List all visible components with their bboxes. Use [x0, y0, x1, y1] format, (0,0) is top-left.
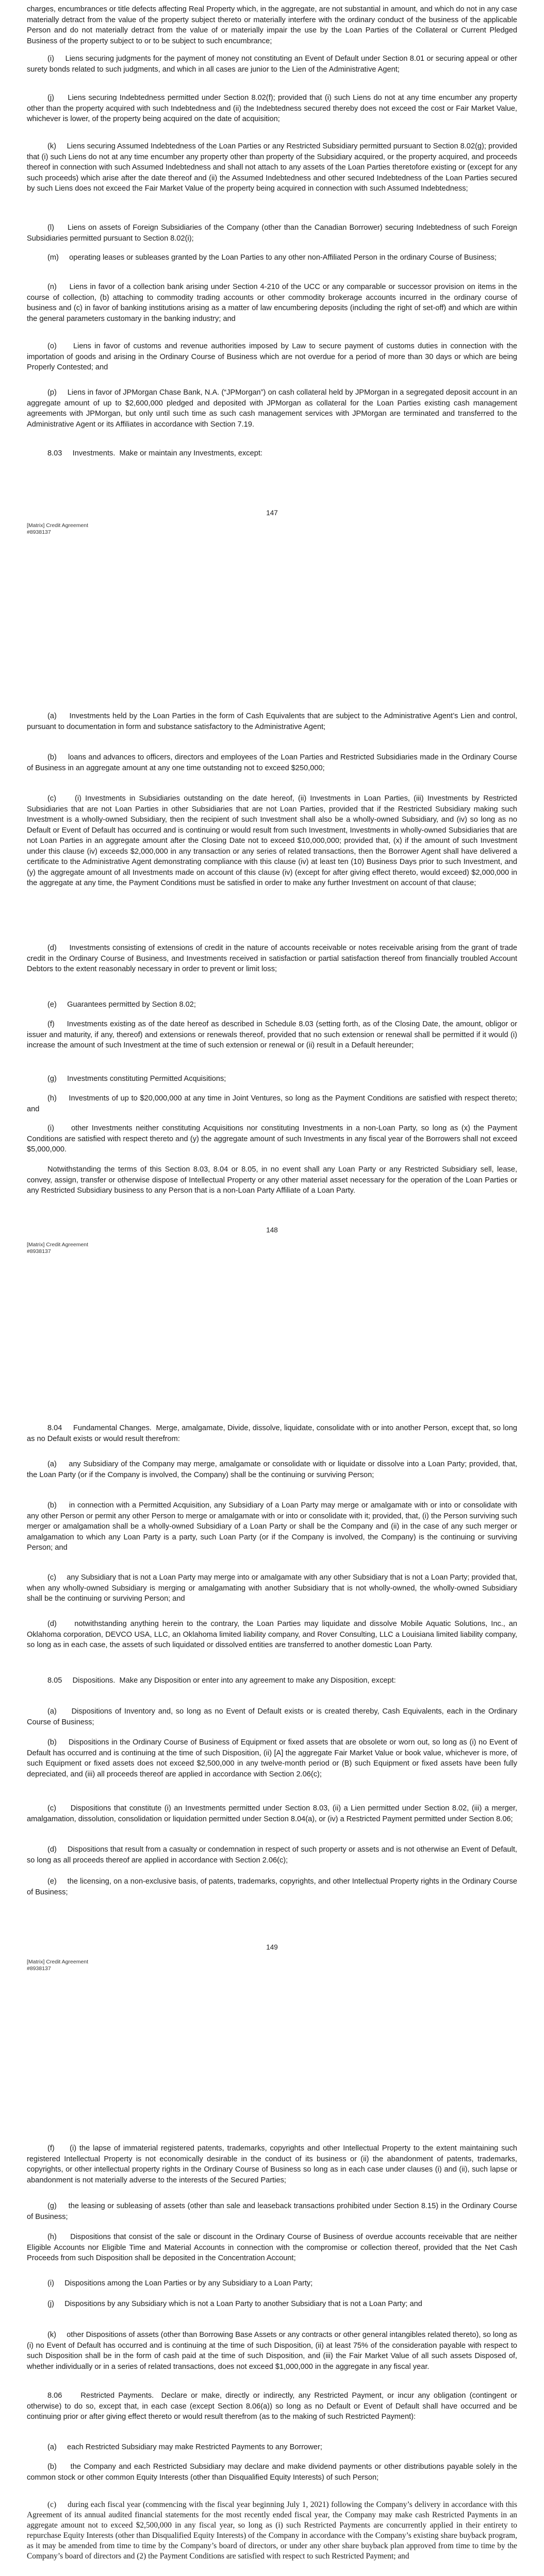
clause-8-02-i: (i) Liens securing judgments for the payment of money not constituting an Event of Default under Section 8.01 or securing appeal or other surety bonds related to such judgments, and which in all cases are junior to the Lien of the Administrative Agent; [27, 55, 517, 74]
clause-8-05-h: (h) Dispositions that consist of the sale or discount in the Ordinary Course of Business of overdue accounts receivable that are neither Eligible Accounts nor Eligible Time and Material Accounts in connection with the compromise or collection thereof, provided that the Net Cash Proceeds from such Disposition shall be deposited in the Concentration Account; [27, 2233, 517, 2262]
footer-doc-id: #8938137 [27, 1248, 51, 1255]
section-8-02-h-tail: charges, encumbrances or title defects affecting Real Property which, in the aggregate, are not substantial in amount, and which do not in any case materially detract from the value of the property subject thereto or materially interfere with the ordinary conduct of the business of the applicable Person and do not materially detract from the value of or materially impair the use by the Loan Parties of the Collateral or Current Pledged Business of the property subject to or to be subject to such encumbrance; [27, 5, 517, 45]
clause-8-02-j: (j) Liens securing Indebtedness permitted under Section 8.02(f); provided that (i) such Liens do not at any time encumber any property other than the property acquired with such Indebtedness and (ii) the Indebtedness secured thereby does not exceed the cost or Fair Market Value, whichever is lower, of the property being acquired on the date of acquisition; [27, 94, 517, 123]
clause-8-05-e: (e) the licensing, on a non-exclusive basis, of patents, trademarks, copyrights, and other Intellectual Property rights in the Ordinary Course of Business; [27, 1877, 517, 1896]
clause-8-02-p: (p) Liens in favor of JPMorgan Chase Bank, N.A. (“JPMorgan”) on cash collateral held by JPMorgan in a segregated deposit account in an aggregate amount of up to $2,600,000 pledged and deposited with JPMorgan as collateral for the Loan Parties existing cash management agreements with JPMorgan, but only until such time as such cash management services with JPMorgan are terminated and transferred to the Administrative Agent or its Affiliates in accordance with Section 7.19. [27, 388, 517, 429]
clause-8-05-b: (b) Dispositions in the Ordinary Course of Business of Equipment or fixed assets that are obsolete or worn out, so long as (i) no Event of Default has occurred and is continuing at the time of such Disposition, (ii) [A] the aggregate Fair Market Value or book value, whichever is more, of such Equipment or fixed assets does not exceed $2,500,000 in any twelve-month period or (B) such Equipment or fixed assets have been fully depreciated, and (iii) all proceeds thereof are applied in accordance with Section 2.06(c); [27, 1738, 517, 1778]
clause-8-03-c: (c) (i) Investments in Subsidiaries outstanding on the date hereof, (ii) Investments in Loan Parties, (iii) Investments by Restricted Subsidiaries that are not Loan Parties in other Subsidiaries that are not Loan Parties, provided that if the Restricted Subsidiary making such Investment is a wholly-owned Subsidiary, then the recipient of such Investment shall also be a wholly-owned Subsidiary, and (iv) so long as no Default or Event of Default has occurred and is continuing or would result from such Investment, Investments in wholly-owned Subsidiaries that are not Loan Parties in an aggregate amount after the Closing Date not to exceed $10,000,000; provided that, (x) if the amount of such Investment under this clause (iv) exceeds $2,000,000 in any transaction or any series of related transactions, then the Borrower Agent shall have delivered a certificate to the Administrative Agent demonstrating compliance with this clause (iv) at least ten (10) Business Days prior to such Investment, and (y) the aggregate amount of all Investments made on account of this clause (iv) (except for after giving effect thereto, would exceed) $2,000,000 in the aggregate at any time, the Payment Conditions must be satisfied in order to make any further Investment on account of that clause; [27, 794, 517, 887]
section-8-06-heading: 8.06 Restricted Payments. Declare or make, directly or indirectly, any Restricted Payment, or incur any obligation (contingent or otherwise) to do so, except that, in each case (except Section 8.06(a)) so long as no Default or Event of Default shall have occurred and be continuing prior or after giving effect thereto or would result therefrom (as to the making of such Restricted Payment): [27, 2392, 517, 2421]
clause-8-02-m: (m) operating leases or subleases granted by the Loan Parties to any other non-Affiliated Person in the ordinary Course of Business; [47, 253, 497, 262]
page-footer [27, 1242, 88, 1255]
footer-doc-id: #8938137 [27, 1965, 51, 1972]
page-footer [27, 522, 88, 536]
clause-8-03-b: (b) loans and advances to officers, directors and employees of the Loan Parties and Restricted Subsidiaries made in the Ordinary Course of Business in an aggregate amount at any one time outstanding not to exceed $250,000; [27, 753, 517, 772]
clause-8-02-n: (n) Liens in favor of a collection bank arising under Section 4-210 of the UCC or any comparable or successor provision on items in the course of collection, (b) attaching to commodity trading accounts or other commodity brokerage accounts incurred in the ordinary course of business and (c) in favor of banking institutions arising as a matter of law encumbering deposits (including the right of set-off) and which are within the general parameters customary in the banking industry; and [27, 283, 517, 323]
section-8-04-heading: 8.04 Fundamental Changes. Merge, amalgamate, Divide, dissolve, liquidate, consolidate with or into another Person, except that, so long as no Default exists or would result therefrom: [27, 1424, 517, 1443]
clause-8-03-i: (i) other Investments neither constituting Acquisitions nor constituting Investments in a non-Loan Party, so long as (x) the Payment Conditions are satisfied with respect thereto and (y) the aggregate amount of such Investments in any fiscal year of the Borrowers shall not exceed $5,000,000. [27, 1124, 517, 1154]
footer-title: [Matrix] Credit Agreement [27, 1242, 89, 1248]
clause-8-03-d: (d) Investments consisting of extensions of credit in the nature of accounts receivable or notes receivable arising from the grant of trade credit in the Ordinary Course of Business, and Investments received in satisfaction or partial satisfaction thereof from financially troubled Account Debtors to the extent reasonably necessary in order to prevent or limit loss; [27, 944, 517, 973]
clause-8-06-b: (b) the Company and each Restricted Subsidiary may declare and make dividend payments or other distributions payable solely in the common stock or other common Equity Interests (other than Disqualified Equity Interests) of such Person; [27, 2463, 517, 2482]
page-footer [27, 1959, 88, 1972]
clause-8-03-g: (g) Investments constituting Permitted Acquisitions; [47, 1075, 226, 1083]
footer-doc-id: #8938137 [27, 529, 51, 535]
page-number: 148 [266, 1226, 278, 1234]
notwithstanding-paragraph: Notwithstanding the terms of this Section 8.03, 8.04 or 8.05, in no event shall any Loan Party or any Restricted Subsidiary sell, lease, convey, assign, transfer or otherwise dispose of Intellectual Property or any other material asset necessary for the operation of the Loan Parties or any Restricted Subsidiary business to any Person that is a non-Loan Party Affiliate of a Loan Party. [27, 1165, 517, 1195]
section-8-03-heading: 8.03 Investments. Make or maintain any Investments, except: [47, 449, 262, 457]
clause-8-04-a: (a) any Subsidiary of the Company may merge, amalgamate or consolidate with or liquidate or dissolve into a Loan Party; provided, that, the Loan Party (or if the Company is involved, the Company) shall be the continuing or surviving Person; [27, 1460, 517, 1479]
clause-8-05-d: (d) Dispositions that result from a casualty or condemnation in respect of such property or assets and is not otherwise an Event of Default, so long as all proceeds thereof are applied in accordance with Section 2.06(c); [27, 1845, 517, 1865]
clause-8-06-c: (c) during each fiscal year (commencing with the fiscal year beginning July 1, 2021) following the Company’s delivery in accordance with this Agreement of its annual audited financial statements for the most recently ended fiscal year, the Company may make cash Restricted Payments in an aggregate amount not to exceed $2,500,000 in any fiscal year, so long as (i) such Restricted Payments are concurrently applied in their entirety to repurchase Equity Interests (other than Disqualified Equity Interests) of the Company in accordance with the Company’s existing share buyback program, as it may be amended from time to time by the Company’s board of directors, or under any other share buyback plan approved from time to time by the Company’s board of directors and (2) the Payment Conditions are satisfied with respect to such Restricted Payment; and [27, 2500, 517, 2561]
clause-8-05-g: (g) the leasing or subleasing of assets (other than sale and leaseback transactions prohibited under Section 8.15) in the Ordinary Course of Business; [27, 2202, 517, 2221]
page-number: 147 [266, 509, 278, 517]
section-8-05-heading: 8.05 Dispositions. Make any Disposition or enter into any agreement to make any Disposition, except: [47, 1676, 396, 1685]
clause-8-02-l: (l) Liens on assets of Foreign Subsidiaries of the Company (other than the Canadian Borrower) securing Indebtedness of such Foreign Subsidiaries permitted pursuant to Section 8.02(i); [27, 224, 517, 243]
clause-8-04-d: (d) notwithstanding anything herein to the contrary, the Loan Parties may liquidate and dissolve Mobile Aquatic Solutions, Inc., an Oklahoma corporation, DEVCO USA, LLC, an Oklahoma limited liability company, and Rover Consulting, LLC a Louisiana limited liability company, so long as in each case, the assets of such liquidated or dissolved entities are transferred to another domestic Loan Party. [27, 1620, 517, 1649]
clause-8-06-a: (a) each Restricted Subsidiary may make Restricted Payments to any Borrower; [47, 2443, 322, 2451]
clause-8-02-k: (k) Liens securing Assumed Indebtedness of the Loan Parties or any Restricted Subsidiary permitted pursuant to Section 8.02(g); provided that (i) such Liens do not at any time encumber any property other than property of the Subsidiary acquired, or the property acquired, and proceeds thereof in connection with such Assumed Indebtedness and shall not attach to any assets of the Loan Parties theretofore existing or (except for any such proceeds) which arise after the date thereof and (ii) the Assumed Indebtedness and other secured Indebtedness of the Loan Parties secured by such Liens does not exceed the Fair Market Value of the property being acquired in connection with such Assumed Indebtedness; [27, 142, 517, 193]
footer-title: [Matrix] Credit Agreement [27, 522, 89, 529]
clause-8-05-f: (f) (i) the lapse of immaterial registered patents, trademarks, copyrights and other Intellectual Property to the extent maintaining such registered Intellectual Property is not economically desirable in the conduct of its business or (ii) the abandonment of patents, trademarks, copyrights, or other intellectual property rights in the Ordinary Course of Business so long as in each case under clauses (i) and (ii), such lapse or abandonment is not materially adverse to the interests of the Secured Parties; [27, 2144, 517, 2184]
clause-8-05-a: (a) Dispositions of Inventory and, so long as no Event of Default exists or is created thereby, Cash Equivalents, each in the Ordinary Course of Business; [27, 1707, 517, 1726]
clause-8-05-k: (k) other Dispositions of assets (other than Borrowing Base Assets or any contracts or other general intangibles related thereto), so long as (i) no Event of Default has occurred and is continuing at the time of such Disposition, (ii) at least 75% of the consideration payable with respect to such Disposition shall be in the form of cash paid at the time of such Disposition, and (iii) the Fair Market Value of all such assets Disposed of, whether individually or in a series of related transactions, does not exceed $1,000,000 in the aggregate in any fiscal year. [27, 2331, 517, 2371]
clause-8-05-i: (i) Dispositions among the Loan Parties or by any Subsidiary to a Loan Party; [47, 2279, 313, 2287]
clause-8-02-o: (o) Liens in favor of customs and revenue authorities imposed by Law to secure payment of customs duties in connection with the importation of goods and arising in the Ordinary Course of Business which are not overdue for a period of more than 30 days or which are being Properly Contested; and [27, 342, 517, 371]
footer-title: [Matrix] Credit Agreement [27, 1959, 89, 1965]
page-number: 149 [266, 1943, 278, 1951]
clause-8-03-f: (f) Investments existing as of the date hereof as described in Schedule 8.03 (setting forth, as of the Closing Date, the amount, obligor or issuer and maturity, if any, thereof) and extensions or renewals thereof, provided that no such extension or renewal shall be permitted if it would (i) increase the amount of such Investment at the time of such extension or renewal or (ii) result in a Default hereunder; [27, 1020, 517, 1049]
clause-8-03-e: (e) Guarantees permitted by Section 8.02; [47, 1001, 196, 1009]
clause-8-04-c: (c) any Subsidiary that is not a Loan Party may merge into or amalgamate with any other Subsidiary that is not a Loan Party; provided that, when any wholly-owned Subsidiary is merging or amalgamating with another Subsidiary that is not wholly-owned, the wholly-owned Subsidiary shall be the continuing or surviving Person; and [27, 1573, 517, 1603]
clause-8-05-c: (c) Dispositions that constitute (i) an Investments permitted under Section 8.03, (ii) a Lien permitted under Section 8.02, (iii) a merger, amalgamation, dissolution, consolidation or liquidation permitted under Section 8.04(a), or (iv) a Restricted Payment permitted under Section 8.06; [27, 1804, 517, 1823]
clause-8-05-j: (j) Dispositions by any Subsidiary which is not a Loan Party to another Subsidiary that is not a Loan Party; and [47, 2300, 422, 2308]
clause-8-03-a: (a) Investments held by the Loan Parties in the form of Cash Equivalents that are subject to the Administrative Agent’s Lien and control, pursuant to documentation in form and substance satisfactory to the Administrative Agent; [27, 712, 517, 731]
clause-8-04-b: (b) in connection with a Permitted Acquisition, any Subsidiary of a Loan Party may merge or amalgamate with or into or consolidate with any other Person or permit any other Person to merge or amalgamate with or into or consolidate with it; provided, that, (i) the Person surviving such merger or amalgamation shall be a wholly-owned Subsidiary of a Loan Party or shall be the Company and (ii) in the case of any such merger or amalgamation to which any Loan Party is a party, such Loan Party (or if the Company is involved, the Company) is the continuing or surviving Person; and [27, 1501, 517, 1552]
clause-8-03-h: (h) Investments of up to $20,000,000 at any time in Joint Ventures, so long as the Payment Conditions are satisfied with respect thereto; and [27, 1094, 517, 1113]
